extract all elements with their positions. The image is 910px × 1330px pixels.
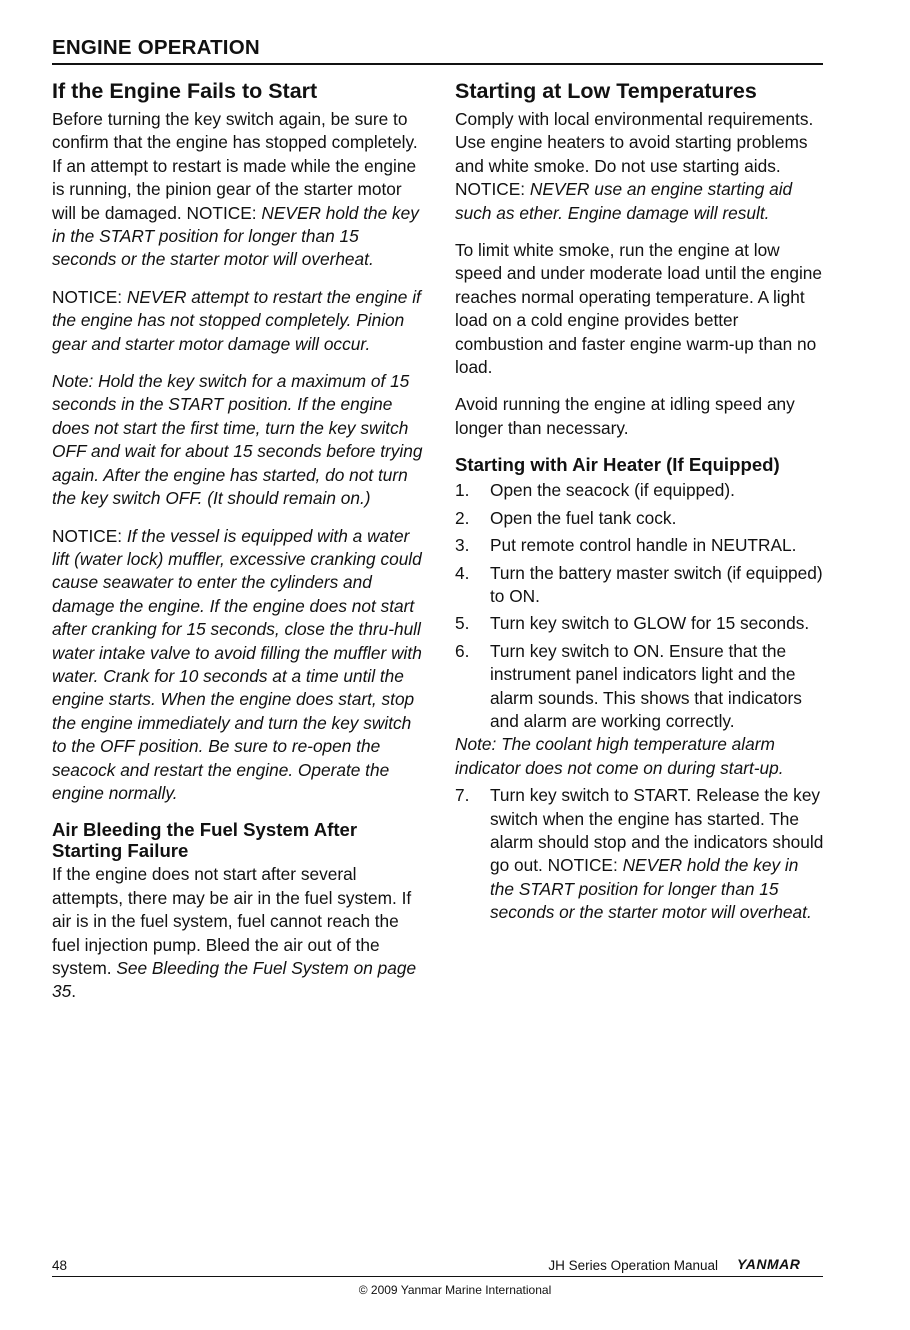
list-item: 5. Turn key switch to GLOW for 15 seconds.: [455, 613, 810, 634]
water-lift-notice: [52, 525, 427, 806]
coolant-alarm-note: Note: The coolant high temperature alarm indicator does not come on during start-up.: [455, 734, 784, 778]
list-item: 7. Turn key switch to START. Release the key switch when the engine has started. The alarm should stop and the indicators should go out. NOTICE: NEVER hold the key in the START position for longer than 15 seconds or the starter motor will overheat.: [455, 785, 824, 923]
fail-p1-notice-text: NEVER hold the key in the START position for longer than 15 seconds or the starter motor will overheat.: [52, 202, 419, 270]
list-item: 2. Open the fuel tank cock.: [455, 507, 677, 528]
list-item: 3. Put remote control handle in NEUTRAL.: [455, 535, 797, 556]
bleed-text: If the engine does not start after several attempts, there may be air in the fuel system. If air is in the fuel system, fuel cannot reach the fuel injection pump. Bleed the air out of the system.: [52, 864, 412, 978]
list-item: 6. Turn key switch to ON. Ensure that the instrument panel indicators light and the alarm sounds. This shows that indicators and alarm are working correctly.: [455, 640, 802, 731]
page-number: 48: [52, 1258, 68, 1273]
fail-p2-notice-text: NEVER attempt to restart the engine if the engine has not stopped completely. Pinion gear and starter motor damage will occur.: [52, 286, 421, 354]
bleed-end: .: [71, 981, 77, 1002]
list-item: 4. Turn the battery master switch (if equipped) to ON.: [455, 562, 823, 606]
low-p1-notice-label: NOTICE:: [455, 179, 526, 200]
section-header: ENGINE OPERATION: [52, 36, 823, 65]
copyright: © 2009 Yanmar Marine International: [358, 1283, 552, 1297]
air-bleeding-paragraph: [52, 863, 427, 1003]
low-temperatures-heading: Starting at Low Temperatures: [455, 79, 757, 103]
right-column: [455, 78, 827, 929]
key-switch-note: Note: Hold the key switch for a maximum of 15 seconds in the START position. If the engine does not start the first time, turn the key switch OFF and wait for about 15 seconds before trying again. After the engine has started, do not turn the key switch OFF. (It should remain on.): [52, 371, 423, 509]
fail-p3-notice-text: If the vessel is equipped with a water lift (water lock) muffler, excessive cranking could cause seawater to enter the cylinders and damage the engine. If the engine does not start after cranking for 15 seconds, close the thru-hull water intake valve to avoid filling the muffler with water. Crank for 10 seconds at a time until the engine starts. When the engine does start, stop the engine immediately and turn the key switch to the OFF position. Be sure to re-open the seacock and restart the engine. Operate the engine normally.: [52, 525, 422, 803]
fail-p1-notice-label: NOTICE:: [186, 202, 257, 223]
fail-p1-text: Before turning the key switch again, be sure to confirm that the engine has stopped completely. If an attempt to restart is made while the engine is running, the pinion gear of the starter motor will be damaged.: [52, 109, 418, 223]
low-p1-text: Comply with local environmental requirements. Use engine heaters to avoid starting problems and white smoke. Do not use starting aids.: [455, 109, 814, 176]
low-temp-paragraph-2: To limit white smoke, run the engine at low speed and under moderate load until the engine reaches normal operating temperature. A light load on a cold engine provides better combustion and faster engine warm-up than no load.: [455, 240, 823, 378]
low-temp-paragraph-3: Avoid running the engine at idling speed any longer than necessary.: [455, 394, 795, 438]
restart-notice: [52, 286, 427, 356]
air-heater-steps: [455, 479, 827, 733]
yanmar-logo: YANMAR: [737, 1256, 801, 1272]
air-heater-steps-continued: [455, 784, 827, 924]
list-item: 1. Open the seacock (if equipped).: [455, 480, 735, 501]
low-p1-notice-text: NEVER use an engine starting aid such as ether. Engine damage will result.: [455, 179, 793, 223]
left-column: [52, 78, 427, 1004]
manual-title: JH Series Operation Manual: [548, 1258, 718, 1273]
air-bleeding-heading: Air Bleeding the Fuel System After Starting Failure: [52, 819, 358, 862]
fail-to-start-paragraph: [52, 108, 427, 272]
footer-divider: [52, 1276, 823, 1277]
bleeding-page-reference-link[interactable]: See Bleeding the Fuel System on page 35: [52, 958, 417, 1002]
low-temp-paragraph-1: [455, 108, 827, 225]
air-heater-heading: Starting with Air Heater (If Equipped): [455, 454, 780, 476]
fail-p2-notice-label: NOTICE:: [52, 286, 123, 307]
fail-to-start-heading: If the Engine Fails to Start: [52, 79, 318, 103]
fail-p3-notice-label: NOTICE:: [52, 525, 123, 546]
